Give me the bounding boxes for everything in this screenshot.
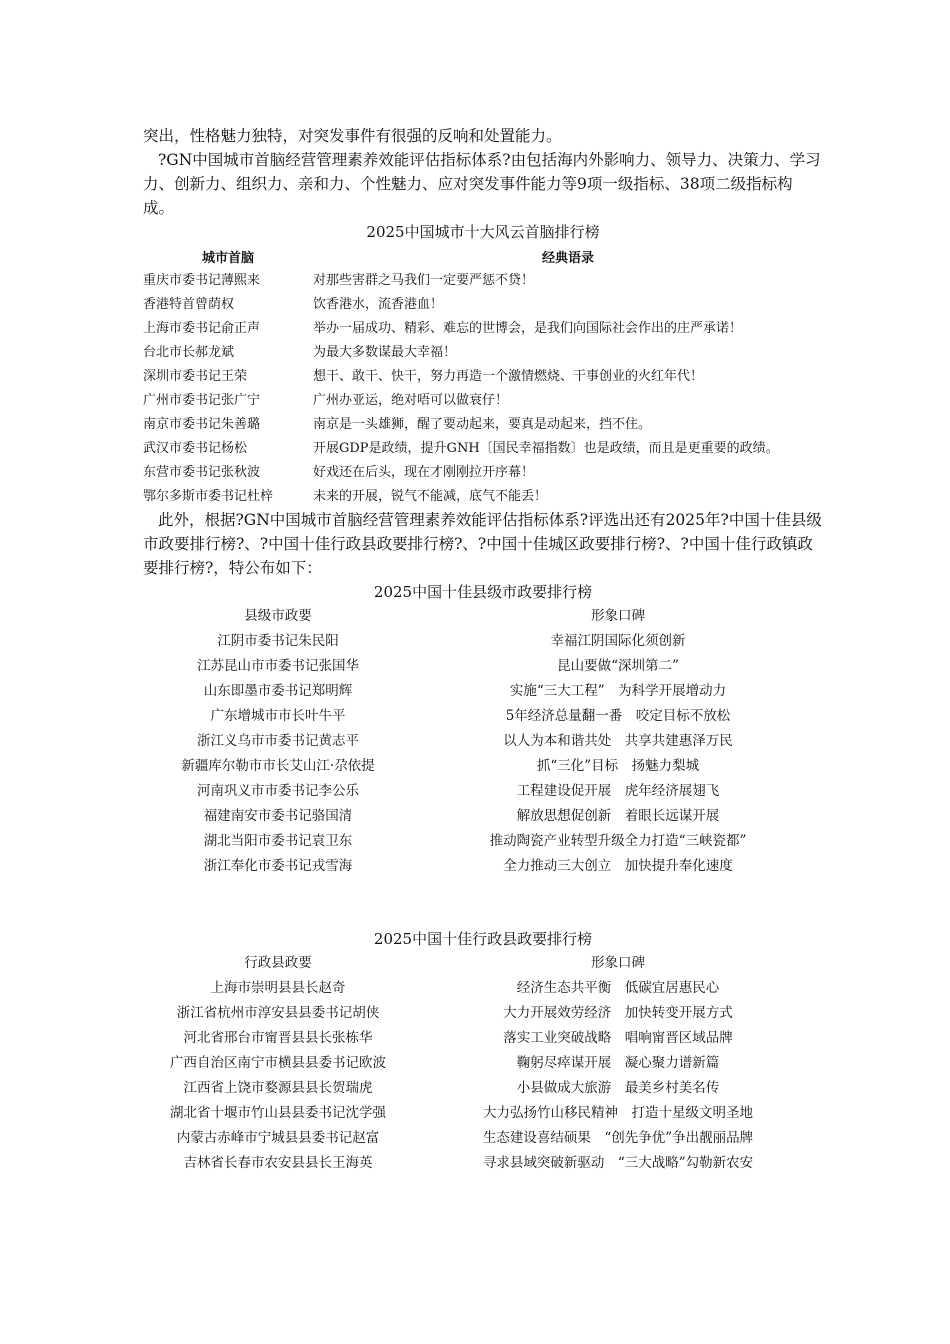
name-cell: 深圳市委书记王荣 [143,368,248,384]
name-cell: 新疆库尔勒市市长艾山江·尕依提 [181,758,375,774]
table-row [143,754,823,779]
table-row [143,268,823,292]
table-row [143,976,823,1001]
name-cell: 香港特首曾荫权 [143,296,235,312]
intro-paragraph: ?GN中国城市首脑经营管理素养效能评估指标体系?由包括海内外影响力、领导力、决策力、学习力、创新力、组织力、亲和力、个性魅力、应对突发事件能力等9项一级指标、38项二级指标构成。 [143,151,821,217]
name-cell: 上海市崇明县县长赵奇 [210,980,346,996]
slogan-cell: 幸福江阴国际化须创新 [550,633,686,649]
table-row [143,292,823,316]
table-row [143,654,823,679]
name-cell: 内蒙古赤峰市宁城县县委书记赵富 [176,1130,380,1146]
slogan-cell: 5年经济总量翻一番 咬定目标不放松 [505,708,731,724]
table-row [143,854,823,879]
name-cell: 重庆市委书记薄熙来 [143,272,261,288]
table-row [143,829,823,854]
table-header-row [143,951,823,976]
table-row [143,340,823,364]
name-cell: 南京市委书记朱善璐 [143,416,261,432]
table-row [143,484,823,508]
table-row [143,1051,823,1076]
quote-cell: 举办一届成功、精彩、难忘的世博会，是我们向国际社会作出的庄严承诺！ [313,320,743,336]
county-city-table [143,604,823,879]
quote-cell: 未来的开展，锐气不能减，底气不能丢！ [313,488,548,504]
slogan-cell: 昆山要做“深圳第二” [557,658,679,674]
county-table-body [143,976,823,1176]
slogan-cell: 落实工业突破战略 唱响甯晋区域品牌 [503,1030,733,1046]
table-row [143,1026,823,1051]
name-cell: 山东即墨市委书记郑明辉 [203,683,353,699]
slogan-cell: 经济生态共平衡 低碳宜居惠民心 [516,980,720,996]
quote-cell: 好戏还在后头，现在才刚刚拉开序幕！ [313,464,535,480]
quote-cell: 南京是一头雄狮，醒了要动起来，要真是动起来，挡不住。 [313,416,652,432]
slogan-cell: 小县做成大旅游 最美乡村美名传 [516,1080,720,1096]
county-table [143,951,823,1176]
table-row [143,679,823,704]
table-header-row [143,244,823,268]
slogan-cell: 推动陶瓷产业转型升级全力打造“三峡瓷都” [489,833,747,849]
name-cell: 鄂尔多斯市委书记杜梓 [143,488,274,504]
table-row [143,460,823,484]
quote-cell: 开展GDP是政绩，提升GNH〔国民幸福指数〕也是政绩，而且是更重要的政绩。 [313,440,779,456]
name-cell: 浙江奉化市委书记戎雪海 [203,858,353,874]
table-row [143,1001,823,1026]
slogan-cell: 生态建设喜结硕果 “创先争优”争出靓丽品牌 [482,1130,754,1146]
quote-cell: 想干、敢干、快干，努力再造一个激情燃烧、干事创业的火红年代！ [313,368,704,384]
name-cell: 台北市长郝龙斌 [143,344,235,360]
name-cell: 河南巩义市市委书记李公乐 [197,783,359,799]
name-cell: 湖北省十堰市竹山县县委书记沈学强 [170,1105,386,1121]
table-row [143,1151,823,1176]
name-cell: 江苏昆山市市委书记张国华 [197,658,359,674]
slogan-cell: 大力开展效劳经济 加快转变开展方式 [503,1005,733,1021]
name-cell: 浙江省杭州市淳安县县委书记胡侠 [176,1005,380,1021]
name-cell: 江阴市委书记朱民阳 [217,633,339,649]
name-cell: 上海市委书记俞正声 [143,320,261,336]
document-page [143,124,823,1176]
table-row [143,1076,823,1101]
section-spacer [143,879,823,927]
slogan-cell: 解放思想促创新 着眼长远谋开展 [516,808,720,824]
name-cell: 湖北当阳市委书记袁卫东 [203,833,353,849]
column-header: 县级市政要 [244,608,312,624]
slogan-cell: 实施“三大工程” 为科学开展增动力 [509,683,727,699]
intro-line: 突出，性格魅力独特，对突发事件有很强的反响和处置能力。 [143,127,562,145]
quote-cell: 饮香港水，流香港血！ [313,296,444,312]
column-header: 形象口碑 [591,608,645,624]
slogan-cell: 鞠躬尽瘁谋开展 凝心聚力谱新篇 [516,1055,720,1071]
table-row [143,388,823,412]
slogan-cell: 以人为本和谐共处 共享共建惠泽万民 [503,733,733,749]
table-row [143,364,823,388]
name-cell: 武汉市委书记杨松 [143,440,248,456]
table-row [143,729,823,754]
table-row [143,1126,823,1151]
column-header: 经典语录 [541,250,594,266]
table-row [143,704,823,729]
quote-cell: 为最大多数谋最大幸福！ [313,344,457,360]
county-city-table-body [143,629,823,879]
slogan-cell: 全力推动三大创立 加快提升奉化速度 [503,858,733,874]
announcement-paragraph: 此外，根据?GN中国城市首脑经营管理素养效能评估指标体系?评选出还有2025年?中国十佳县级市政要排行榜?、?中国十佳行政县政要排行榜?、?中国十佳城区政要排行榜?、?中国十佳行政镇政要排行榜?，特公布如下： [143,511,822,577]
table-row [143,436,823,460]
name-cell: 广东增城市市长叶牛平 [210,708,346,724]
name-cell: 东营市委书记张秋波 [143,464,261,480]
table1-title: 2025中国城市十大风云首脑排行榜 [366,223,600,241]
column-header: 城市首脑 [201,250,254,266]
slogan-cell: 抓“三化”目标 扬魅力梨城 [536,758,700,774]
table-row [143,1101,823,1126]
slogan-cell: 寻求县域突破新驱动 “三大战略”勾勒新农安 [482,1155,754,1171]
name-cell: 吉林省长春市农安县县长王海英 [183,1155,373,1171]
name-cell: 福建南安市委书记骆国清 [203,808,353,824]
name-cell: 江西省上饶市婺源县县长贺瑞虎 [183,1080,373,1096]
leaders-table [143,244,823,508]
name-cell: 广州市委书记张广宁 [143,392,261,408]
name-cell: 广西自治区南宁市横县县委书记欧波 [170,1055,386,1071]
quote-cell: 对那些害群之马我们一定要严惩不贷！ [313,272,535,288]
table-row [143,412,823,436]
table-row [143,779,823,804]
table-row [143,804,823,829]
quote-cell: 广州办亚运，绝对唔可以做衰仔！ [313,392,509,408]
table2-title: 2025中国十佳县级市政要排行榜 [373,583,593,601]
name-cell: 河北省邢台市甯晋县县长张栋华 [183,1030,373,1046]
name-cell: 浙江义乌市市委书记黄志平 [197,733,359,749]
table-header-row [143,604,823,629]
column-header: 形象口碑 [591,955,645,971]
table-row [143,316,823,340]
table-row [143,629,823,654]
table3-title: 2025中国十佳行政县政要排行榜 [373,930,593,948]
column-header: 行政县政要 [244,955,312,971]
slogan-cell: 大力弘扬竹山移民精神 打造十星级文明圣地 [483,1105,753,1121]
slogan-cell: 工程建设促开展 虎年经济展翅飞 [516,783,720,799]
leaders-table-body [143,268,823,508]
